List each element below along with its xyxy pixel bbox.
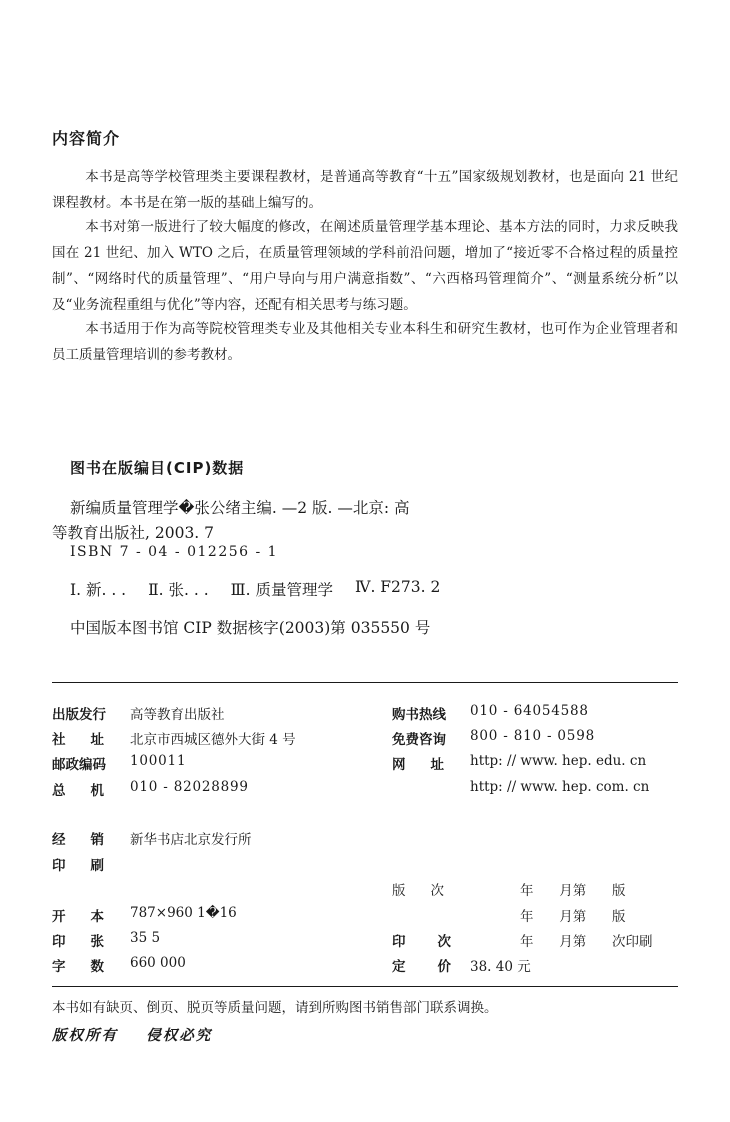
printing-label: 印 次 (392, 934, 451, 950)
address-value: 北京市西城区德外大街 4 号 (130, 732, 296, 748)
publisher-label: 出版发行 (52, 707, 106, 723)
price-value: 38. 40 元 (470, 959, 531, 975)
price-label: 定 价 (392, 959, 451, 975)
quality-notice: 本书如有缺页、倒页、脱页等质量问题，请到所购图书销售部门联系调换。 (52, 1000, 498, 1016)
switchboard-value: 010 - 82028899 (130, 779, 249, 795)
switchboard-label: 总 机 (52, 783, 104, 799)
cip-isbn: ISBN 7 - 04 - 012256 - 1 (70, 544, 279, 560)
edition-line-1: 年 月第 版 (520, 883, 626, 899)
printer-label: 印 刷 (52, 858, 104, 874)
cip-classification (70, 578, 440, 600)
intro-heading: 内容简介 (52, 129, 121, 148)
cip-number: 中国版本图书馆 CIP 数据核字(2003)第 035550 号 (70, 619, 431, 637)
cip-title-line: 新编质量管理学�张公绪主编. —2 版. —北京: 高 (70, 499, 410, 517)
divider-bottom (52, 986, 678, 987)
copyright-statement: 版权所有 侵权必究 (52, 1028, 213, 1044)
wordcount-label: 字 数 (52, 959, 104, 975)
cip-publisher-line: 等教育出版社, 2003. 7 (52, 524, 215, 542)
publisher-value: 高等教育出版社 (130, 707, 225, 723)
postcode-label: 邮政编码 (52, 757, 106, 773)
printing-line: 年 月第 次印刷 (520, 934, 653, 950)
distributor-value: 新华书店北京发行所 (130, 832, 252, 848)
consult-label: 免费咨询 (392, 732, 446, 748)
cip-class-item: Ⅰ. 新. . . (70, 581, 127, 599)
distributor-label: 经 销 (52, 832, 104, 848)
intro-paragraph: 本书适用于作为高等院校管理类专业及其他相关专业本科生和研究生教材，也可作为企业管理者和员工质量管理培训的参考教材。 (52, 321, 678, 363)
intro-paragraph: 本书对第一版进行了较大幅度的修改，在阐述质量管理学基本理论、基本方法的同时，力求反映我国在 21 世纪、加入 WTO 之后，在质量管理领域的学科前沿问题，增加了“接近零不合格过程的质量控制”、“网络时代的质量管理”、“用户导向与用户满意指数”、“六西格玛管理简介”、“测量系统分析”以及“业务流程重组与优化”等内容，还配有相关思考与练习题。 (52, 219, 678, 313)
edition-line-2: 年 月第 版 (520, 909, 626, 925)
intro-paragraph: 本书是高等学校管理类主要课程教材，是普通高等教育“十五”国家级规划教材，也是面向 21 世纪课程教材。本书是在第一版的基础上编写的。 (52, 169, 678, 211)
divider-top (52, 682, 678, 683)
edition-label: 版 次 (392, 883, 444, 899)
cip-class-item: Ⅲ. 质量管理学 (230, 581, 333, 599)
sheets-label: 印 张 (52, 934, 104, 950)
cip-class-item: Ⅳ. F273. 2 (354, 578, 441, 596)
website-value-2: http: // www. hep. com. cn (470, 779, 650, 795)
postcode-value: 100011 (130, 753, 187, 769)
hotline-label: 购书热线 (392, 707, 446, 723)
consult-value: 800 - 810 - 0598 (470, 728, 595, 744)
website-label: 网 址 (392, 757, 444, 773)
wordcount-value: 660 000 (130, 955, 186, 971)
website-value-1: http: // www. hep. edu. cn (470, 753, 647, 769)
address-label: 社 址 (52, 732, 104, 748)
format-value: 787×960 1�16 (130, 905, 237, 921)
cip-class-item: Ⅱ. 张. . . (148, 581, 209, 599)
format-label: 开 本 (52, 909, 104, 925)
sheets-value: 35 5 (130, 930, 161, 946)
cip-heading: 图书在版编目(CIP)数据 (70, 459, 245, 477)
hotline-value: 010 - 64054588 (470, 703, 589, 719)
